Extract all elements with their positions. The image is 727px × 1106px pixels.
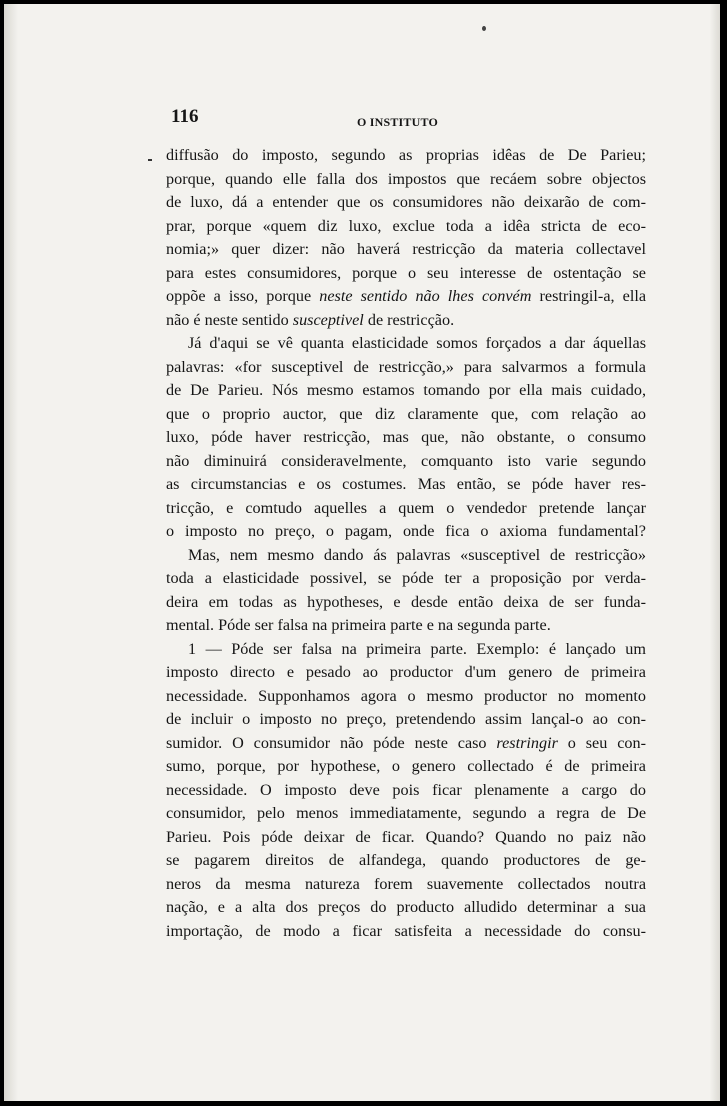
ink-speck: [482, 26, 486, 31]
text-line: 1 — Póde ser falsa na primeira parte. Exemplo: é lançado um: [188, 639, 646, 658]
italic-phrase: neste sentido não lhes convém: [319, 287, 532, 305]
text-line: palavras: «for susceptivel de restricção,» para salvarmos a formula: [166, 357, 646, 376]
text-line: tricção, e comtudo aquelles a quem o vendedor pretende lançar: [166, 498, 646, 517]
text-line: Mas, nem mesmo dando ás palavras «susceptivel de restricção»: [188, 545, 646, 564]
text-segment: oppõe a isso, porque: [166, 287, 320, 305]
scan-edge-shadow-right: [710, 4, 720, 1101]
text-segment: restringil-a, ella: [531, 287, 646, 305]
text-segment: de restricção.: [363, 310, 455, 329]
book-page: [4, 4, 720, 1101]
text-line: toda a elasticidade possivel, se póde ter a proposição por verda-: [166, 569, 646, 587]
margin-mark: [148, 159, 152, 161]
text-line: o imposto no preço, o pagam, onde fica o axioma fundamental?: [166, 522, 646, 540]
text-line: as circumstancias e os costumes. Mas então, se póde haver res-: [166, 475, 646, 493]
text-line: nação, e a alta dos preços do producto alludido determinar a sua: [166, 898, 646, 916]
text-line: porque, quando elle falla dos impostos que recáem sobre objectos: [166, 169, 646, 188]
page-header: [167, 106, 645, 130]
text-line: importação, de modo a ficar satisfeita a necessidade do consu-: [166, 921, 646, 940]
body-text: [166, 144, 646, 943]
page-number: 116: [171, 106, 199, 127]
text-line: imposto directo e pesado ao productor d'um genero de primeira: [166, 663, 646, 681]
text-segment: não é neste sentido: [166, 310, 293, 329]
text-line: prar, porque «quem diz luxo, exclue toda a idêa stricta de eco-: [166, 216, 646, 235]
text-line: necessidade. Supponhamos agora o mesmo productor no momento: [166, 686, 646, 705]
text-line: para estes consumidores, porque o seu interesse de ostentação se: [166, 263, 646, 282]
text-line: necessidade. O imposto deve pois ficar plenamente a cargo do: [166, 780, 646, 799]
text-line: consumidor, pelo menos immediatamente, segundo a regra de De: [166, 804, 646, 822]
text-line: que o proprio auctor, que diz claramente que, com relação ao: [166, 404, 646, 423]
text-line: de luxo, dá a entender que os consumidores não deixarão de com-: [166, 193, 646, 211]
text-line: sumo, porque, por hypothese, o genero collectado é de primeira: [166, 757, 646, 775]
running-title: O INSTITUTO: [357, 115, 439, 129]
text-segment: sumidor. O consumidor não póde neste caso: [166, 733, 497, 752]
text-line: Já d'aqui se vê quanta elasticidade somos forçados a dar áquellas: [188, 334, 646, 352]
text-line: de De Parieu. Nós mesmo estamos tomando por ella mais cuidado,: [166, 381, 646, 399]
text-line: luxo, póde haver restricção, mas que, não obstante, o consumo: [166, 428, 646, 446]
scan-edge-shadow-left: [4, 4, 18, 1101]
text-line: [166, 285, 646, 309]
text-line: [166, 309, 646, 333]
italic-phrase: restringir: [496, 733, 558, 752]
text-line: deira em todas as hypotheses, e desde então deixa de ser funda-: [166, 592, 646, 611]
text-line: não diminuirá consideravelmente, comquanto isto varie segundo: [166, 451, 646, 470]
text-line: nomia;» quer dizer: não haverá restricção da materia collectavel: [166, 240, 646, 258]
text-line: neros da mesma natureza forem suavemente collectados noutra: [166, 874, 646, 893]
text-line: Parieu. Pois póde deixar de ficar. Quando? Quando no paiz não: [166, 827, 646, 846]
text-segment: o seu con-: [557, 733, 646, 752]
text-line: mental. Póde ser falsa na primeira parte e na segunda parte.: [166, 616, 551, 634]
text-line: [166, 732, 646, 756]
text-line: se pagarem direitos de alfandega, quando productores de ge-: [166, 851, 646, 869]
italic-phrase: susceptivel: [292, 310, 364, 329]
text-line: de incluir o imposto no preço, pretendendo assim lançal-o ao con-: [166, 710, 646, 728]
text-line: diffusão do imposto, segundo as proprias idêas de De Parieu;: [166, 146, 646, 164]
